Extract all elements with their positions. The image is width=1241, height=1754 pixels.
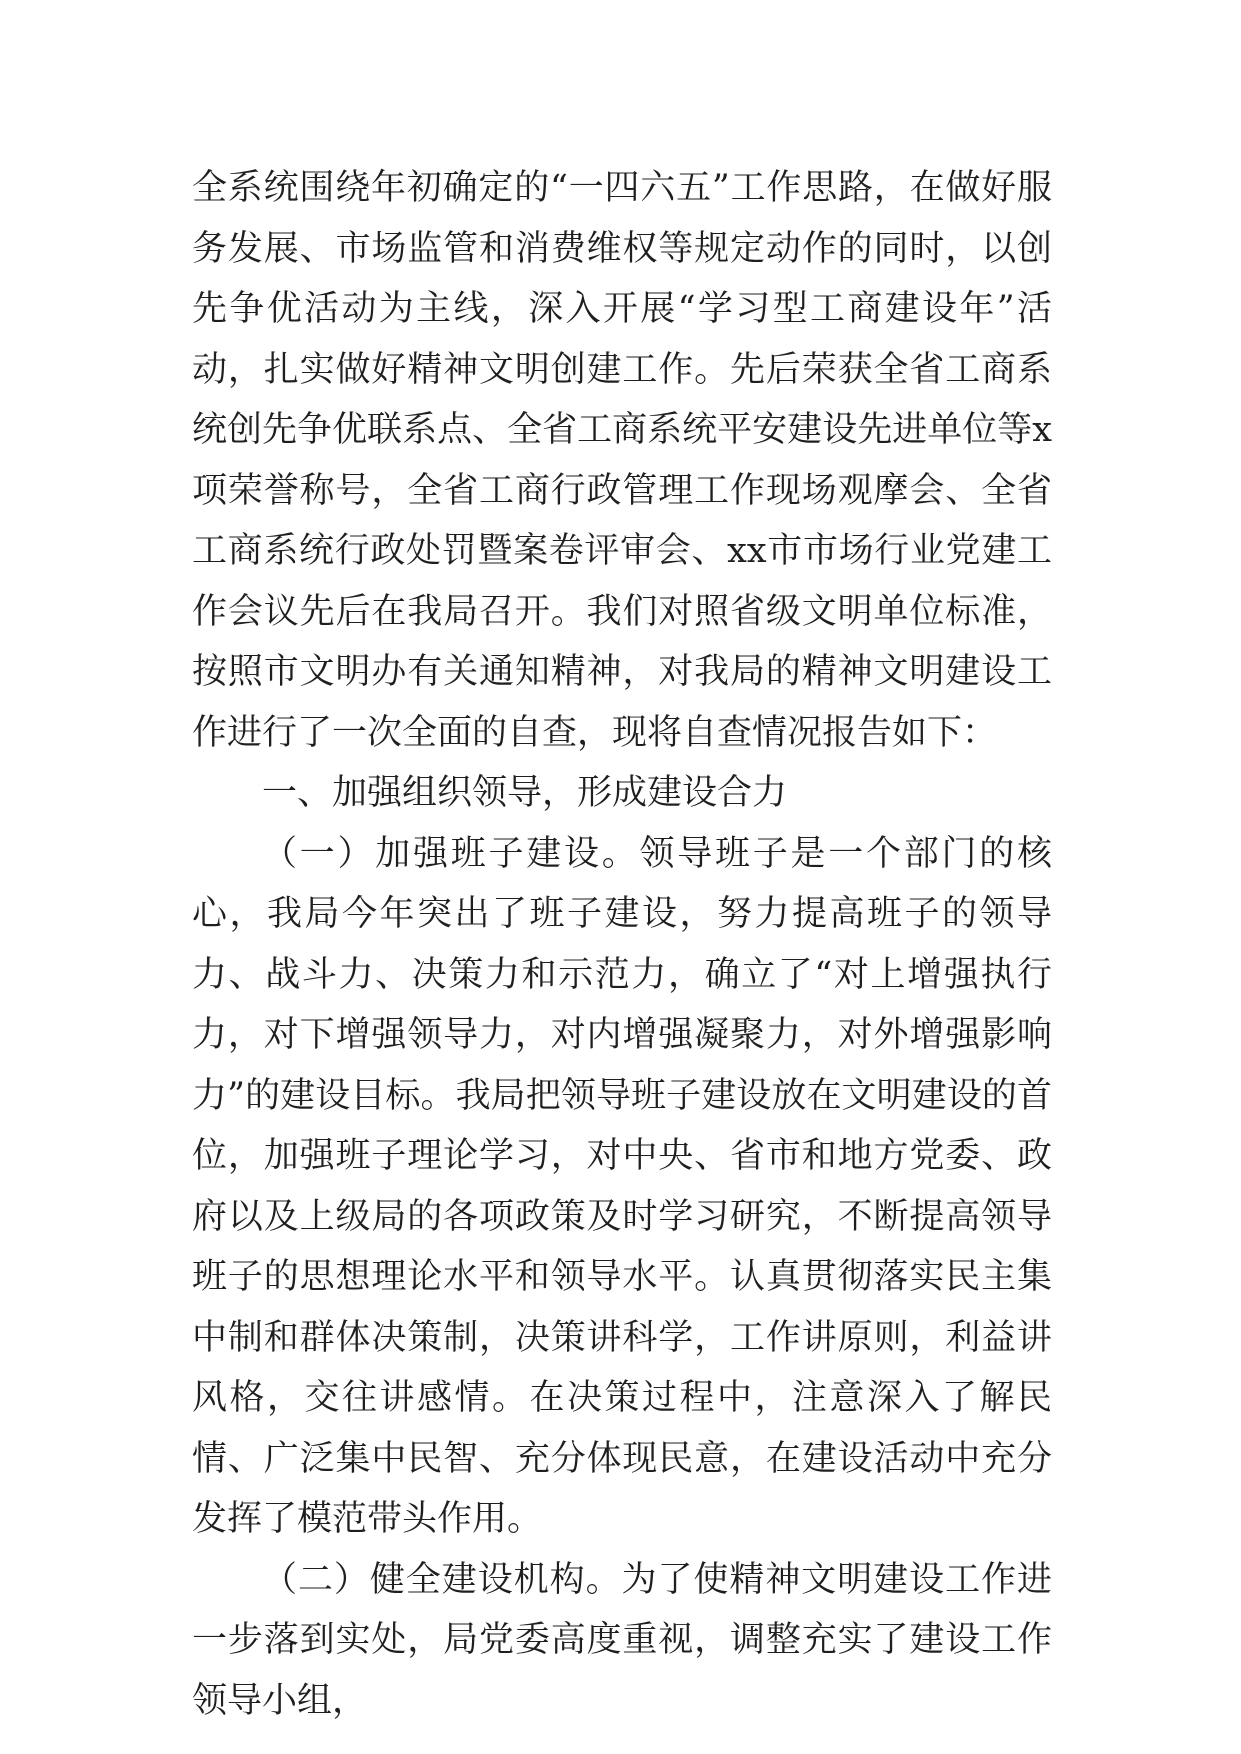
body-paragraph: （一）加强班子建设。领导班子是一个部门的核心，我局今年突出了班子建设，努力提高班子的领导力、战斗力、决策力和示范力，确立了“对上增强执行力，对下增强领导力，对内增强凝聚力，对外增强影响力”的建设目标。我局把领导班子建设放在文明建设的首位，加强班子理论学习，对中央、省市和地方党委、政府以及上级局的各项政策及时学习研究，不断提高领导班子的思想理论水平和领导水平。认真贯彻落实民主集中制和群体决策制，决策讲科学，工作讲原则，利益讲风格，交往讲感情。在决策过程中，注意深入了解民情、广泛集中民智、充分体现民意，在建设活动中充分发挥了模范带头作用。 <box>192 833 1052 1539</box>
document-body <box>192 158 1052 1731</box>
body-paragraph: （二）健全建设机构。为了使精神文明建设工作进一步落到实处，局党委高度重视，调整充实了建设工作领导小组， <box>192 1559 1052 1721</box>
intro-paragraph: 全系统围绕年初确定的“一四六五”工作思路，在做好服务发展、市场监管和消费维权等规定动作的同时，以创先争优活动为主线，深入开展“学习型工商建设年”活动，扎实做好精神文明创建工作。先后荣获全省工商系统创先争优联系点、全省工商系统平安建设先进单位等x项荣誉称号，全省工商行政管理工作现场观摩会、全省工商系统行政处罚暨案卷评审会、xx市市场行业党建工作会议先后在我局召开。我们对照省级文明单位标准，按照市文明办有关通知精神，对我局的精神文明建设工作进行了一次全面的自查，现将自查情况报告如下： <box>192 168 1052 753</box>
section-heading: 一、加强组织领导，形成建设合力 <box>262 773 788 813</box>
